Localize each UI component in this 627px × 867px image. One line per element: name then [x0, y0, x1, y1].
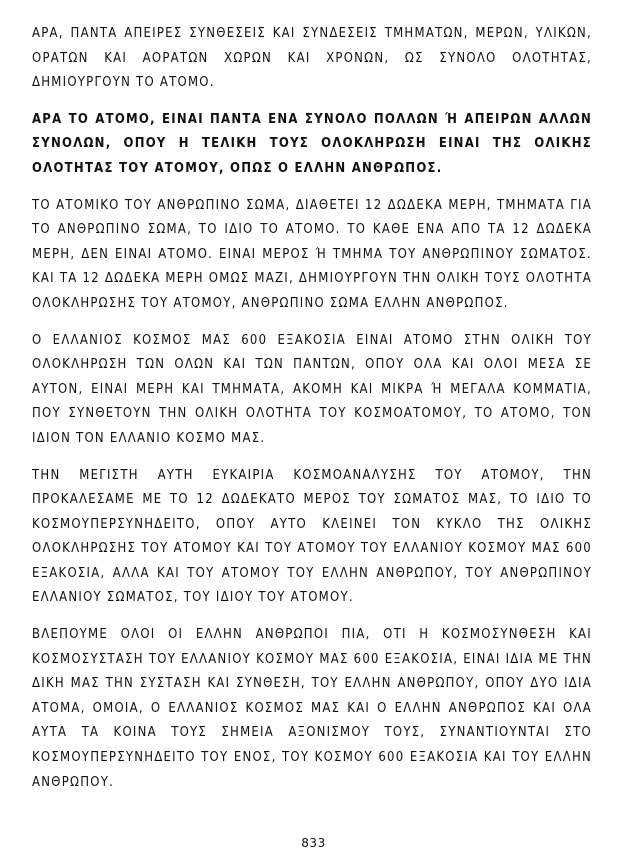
page-number: 833	[301, 836, 326, 850]
paragraph-5: ΤΗΝ ΜΕΓΙΣΤΗ ΑΥΤΗ ΕΥΚΑΙΡΙΑ ΚΟΣΜΟΑΝΑΛΥΣΗΣ ΤΟΥ ΑΤΟΜΟΥ, ΤΗΝ ΠΡΟΚΑΛΕΣΑΜΕ ΜΕ ΤΟ 12 ΔΩΔΕΚΑΤΟ ΜΕΡΟΣ ΤΟΥ ΣΩΜΑΤΟΣ ΜΑΣ, ΤΟ ΙΔΙΟ ΤΟ ΚΟΣΜΟΥΠΕΡΣΥΝΗΔΕΙΤΟ, ΟΠΟΥ ΑΥΤΟ ΚΛΕΙΝΕΙ ΤΟΝ ΚΥΚΛΟ ΤΗΣ ΟΛΙΚΗΣ ΟΛΟΚΛΗΡΩΣΗΣ ΤΟΥ ΑΤΟΜΟΥ ΚΑΙ ΤΟΥ ΑΤΟΜΟΥ ΤΟΥ ΕΛΛΑΝΙΟΥ ΚΟΣΜΟΥ ΜΑΣ 600 ΕΞΑΚΟΣΙΑ, ΑΛΛΑ ΚΑΙ ΤΟΥ ΑΤΟΜΟΥ ΤΟΥ ΕΛΛΗΝ ΑΝΘΡΩΠΟΥ, ΤΟΥ ΑΝΘΡΩΠΙΝΟΥ ΕΛΛΑΝΙΟΥ ΣΩΜΑΤΟΣ, ΤΟΥ ΙΔΙΟΥ ΤΟΥ ΑΤΟΜΟΥ.	[32, 467, 592, 606]
paragraph-1: ΑΡΑ, ΠΑΝΤΑ ΑΠΕΙΡΕΣ ΣΥΝΘΕΣΕΙΣ ΚΑΙ ΣΥΝΔΕΣΕΙΣ ΤΜΗΜΑΤΩΝ, ΜΕΡΩΝ, ΥΛΙΚΩΝ, ΟΡΑΤΩΝ ΚΑΙ ΑΟΡΑΤΩΝ ΧΩΡΩΝ ΚΑΙ ΧΡΟΝΩΝ, ΩΣ ΣΥΝΟΛΟ ΟΛΟΤΗΤΑΣ, ΔΗΜΙΟΥΡΓΟΥΝ ΤΟ ΑΤΟΜΟ.	[32, 26, 592, 91]
paragraph-4: Ο ΕΛΛΑΝΙΟΣ ΚΟΣΜΟΣ ΜΑΣ 600 ΕΞΑΚΟΣΙΑ ΕΙΝΑΙ ΑΤΟΜΟ ΣΤΗΝ ΟΛΙΚΗ ΤΟΥ ΟΛΟΚΛΗΡΩΣΗ ΤΩΝ ΟΛΩΝ ΚΑΙ ΤΩΝ ΠΑΝΤΩΝ, ΟΠΟΥ ΟΛΑ ΚΑΙ ΟΛΟΙ ΜΕΣΑ ΣΕ ΑΥΤΟΝ, ΕΙΝΑΙ ΜΕΡΗ ΚΑΙ ΤΜΗΜΑΤΑ, ΑΚΟΜΗ ΚΑΙ ΜΙΚΡΑ Ή ΜΕΓΑΛΑ ΚΟΜΜΑΤΙΑ, ΠΟΥ ΣΥΝΘΕΤΟΥΝ ΤΗΝ ΟΛΙΚΗ ΟΛΟΤΗΤΑ ΤΟΥ ΚΟΣΜΟΑΤΟΜΟΥ, ΤΟ ΑΤΟΜΟ, ΤΟΝ ΙΔΙΟΝ ΤΟΝ ΕΛΛΑΝΙΟ ΚΟΣΜΟ ΜΑΣ.	[32, 332, 592, 446]
paragraph-2: ΑΡΑ ΤΟ ΑΤΟΜΟ, ΕΙΝΑΙ ΠΑΝΤΑ ΕΝΑ ΣΥΝΟΛΟ ΠΟΛΛΩΝ Ή ΑΠΕΙΡΩΝ ΑΛΛΩΝ ΣΥΝΟΛΩΝ, ΟΠΟΥ Η ΤΕΛΙΚΗ ΤΟΥΣ ΟΛΟΚΛΗΡΩΣΗ ΕΙΝΑΙ ΤΗΣ ΟΛΙΚΗΣ ΟΛΟΤΗΤΑΣ ΤΟΥ ΑΤΟΜΟΥ, ΟΠΩΣ Ο ΕΛΛΗΝ ΑΝΘΡΩΠΟΣ.	[32, 111, 592, 176]
paragraph-3: ΤΟ ΑΤΟΜΙΚΟ ΤΟΥ ΑΝΘΡΩΠΙΝΟ ΣΩΜΑ, ΔΙΑΘΕΤΕΙ 12 ΔΩΔΕΚΑ ΜΕΡΗ, ΤΜΗΜΑΤΑ ΓΙΑ ΤΟ ΑΝΘΡΩΠΙΝΟ ΣΩΜΑ, ΤΟ ΙΔΙΟ ΤΟ ΑΤΟΜΟ. ΤΟ ΚΑΘΕ ΕΝΑ ΑΠΟ ΤΑ 12 ΔΩΔΕΚΑ ΜΕΡΗ, ΔΕΝ ΕΙΝΑΙ ΑΤΟΜΟ. ΕΙΝΑΙ ΜΕΡΟΣ Ή ΤΜΗΜΑ ΤΟΥ ΑΝΘΡΩΠΙΝΟΥ ΣΩΜΑΤΟΣ. ΚΑΙ ΤΑ 12 ΔΩΔΕΚΑ ΜΕΡΗ ΟΜΩΣ ΜΑΖΙ, ΔΗΜΙΟΥΡΓΟΥΝ ΤΗΝ ΟΛΙΚΗ ΤΟΥΣ ΟΛΟΤΗΤΑ ΟΛΟΚΛΗΡΩΣΗΣ ΤΟΥ ΑΤΟΜΟΥ, ΑΝΘΡΩΠΙΝΟ ΣΩΜΑ ΕΛΛΗΝ ΑΝΘΡΩΠΟΣ.	[32, 197, 592, 311]
paragraph-6: ΒΛΕΠΟΥΜΕ ΟΛΟΙ ΟΙ ΕΛΛΗΝ ΑΝΘΡΩΠΟΙ ΠΙΑ, ΟΤΙ Η ΚΟΣΜΟΣΥΝΘΕΣΗ ΚΑΙ ΚΟΣΜΟΣΥΣΤΑΣΗ ΤΟΥ ΕΛΛΑΝΙΟΥ ΚΟΣΜΟΥ ΜΑΣ 600 ΕΞΑΚΟΣΙΑ, ΕΙΝΑΙ ΙΔΙΑ ΜΕ ΤΗΝ ΔΙΚΗ ΜΑΣ ΤΗΝ ΣΥΣΤΑΣΗ ΚΑΙ ΣΥΝΘΕΣΗ, ΤΟΥ ΕΛΛΗΝ ΑΝΘΡΩΠΟΥ, ΟΠΟΥ ΔΥΟ ΙΔΙΑ ΑΤΟΜΑ, ΟΜΟΙΑ, Ο ΕΛΛΑΝΙΟΣ ΚΟΣΜΟΣ ΜΑΣ ΚΑΙ Ο ΕΛΛΗΝ ΑΝΘΡΩΠΟΣ ΚΑΙ ΟΛΑ ΑΥΤΑ ΤΑ ΚΟΙΝΑ ΤΟΥΣ ΣΗΜΕΙΑ ΑΞΟΝΙΣΜΟΥ ΤΟΥΣ, ΣΥΝΑΝΤΙΟΥΝΤΑΙ ΣΤΟ ΚΟΣΜΟΥΠΕΡΣΥΝΗΔΕΙΤΟ ΤΟΥ ΕΝΟΣ, ΤΟΥ ΚΟΣΜΟΥ 600 ΕΞΑΚΟΣΙΑ ΚΑΙ ΤΟΥ ΕΛΛΗΝ ΑΝΘΡΩΠΟΥ.	[32, 627, 592, 790]
document-page	[32, 22, 592, 807]
